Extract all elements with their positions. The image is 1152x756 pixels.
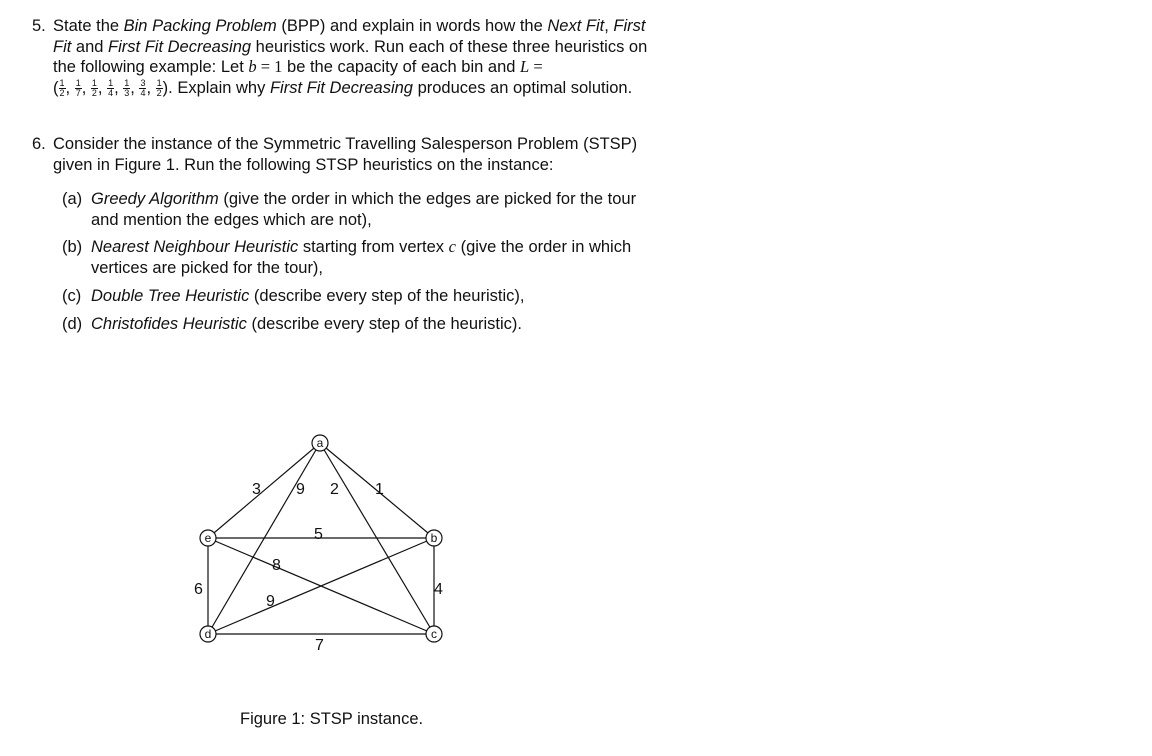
heuristic-name: Nearest Neighbour Heuristic [91,238,299,256]
vertex-b-label: b [430,531,438,545]
weight-e-c: 8 [272,557,281,574]
denominator: 4 [108,87,114,98]
denominator: 3 [124,87,130,98]
numerator: 3 [140,77,146,88]
term-ffd: First Fit Decreasing [269,78,413,97]
question-text: Consider the instance of the Symmetric Travelling Salesperson Problem (STSP) given in Figure 1. Run the following STSP heuristics on the instance: [53,135,638,174]
part-label: (c) [62,287,82,305]
question-text: State the Bin Packing Problem (BPP) and explain in words how the Next Fit, First Fit and First Fit Decreasing heuristics work. Run each of these three heuristics on the following example: Let b = 1 be the capacity of each bin and L = ( $\frac{1}{2}$ , $\frac{1}{7}$ , $\frac{1}{2}$ , $\frac{1}{4}$ , $\frac{1}{3}$ , $\frac{3}{4}$ , $\frac{1}{2}$ ). Explain why First Fit Decreasing produces an optimal solution. [53,17,648,98]
figure-caption: Figure 1: STSP instance. [240,710,424,728]
denominator: 2 [156,87,162,98]
weight-a-d: 9 [296,481,305,498]
text: (describe every step of the heuristic), [249,287,525,305]
text: heuristics work. Run each of these three heuristics on the following example: Let [53,37,648,76]
question-number: 6. [32,135,46,153]
paren: ). [162,78,173,97]
numerator: 1 [108,77,114,88]
vertex-a-label: a [316,436,324,450]
denominator: 7 [75,87,81,98]
math-b: b [248,57,257,76]
term-bpp: Bin Packing Problem [123,17,277,35]
question-number: 5. [32,17,46,35]
part-label: (a) [62,190,83,208]
weight-d-c: 7 [315,637,324,654]
heuristic-name: Greedy Algorithm [91,190,219,208]
text: , [604,17,614,35]
text: be the capacity of each bin and [282,58,521,76]
text: and [71,37,109,56]
part-label: (d) [62,315,83,333]
math-eq: = [529,57,543,76]
text: (give the order in which the edges are picked for the tour and mention the edges which are not), [91,190,637,229]
weight-e-d: 6 [194,581,203,598]
weight-e-a: 3 [252,481,261,498]
math-l: L [520,57,530,76]
text: Explain why [172,78,270,97]
math-eq: = 1 [256,57,283,76]
weight-d-b: 9 [266,593,275,610]
text: starting from vertex [298,238,449,256]
vertex-c-label: c [431,627,437,641]
math-c: c [448,237,456,256]
vertex-e-label: e [204,531,212,545]
numerator: 1 [124,77,130,88]
paren: ( [53,78,59,97]
part-label: (b) [62,238,83,256]
numerator: 1 [75,77,81,88]
weight-a-b: 1 [375,481,384,498]
heuristic-name: Double Tree Heuristic [91,287,250,305]
text: (BPP) and explain in words how the [276,17,548,35]
term-next-fit: Next Fit [547,17,605,35]
numerator: 1 [91,77,97,88]
term-first-fit: First Fit [53,17,646,56]
weight-a-c: 2 [330,481,339,498]
weight-e-b: 5 [314,526,323,543]
text: (describe every step of the heuristic). [246,315,523,333]
denominator: 2 [91,87,97,98]
text: produces an optimal solution. [412,78,633,97]
denominator: 2 [59,87,65,98]
vertex-d-label: d [204,627,212,641]
text: (give the order in which vertices are picked for the tour), [91,238,632,277]
numerator: 1 [156,77,162,88]
term-ffd: First Fit Decreasing [108,37,252,56]
text: State the [53,17,124,35]
denominator: 4 [140,87,146,98]
heuristic-name: Christofides Heuristic [91,315,247,333]
numerator: 1 [59,77,65,88]
weight-b-c: 4 [434,581,443,598]
